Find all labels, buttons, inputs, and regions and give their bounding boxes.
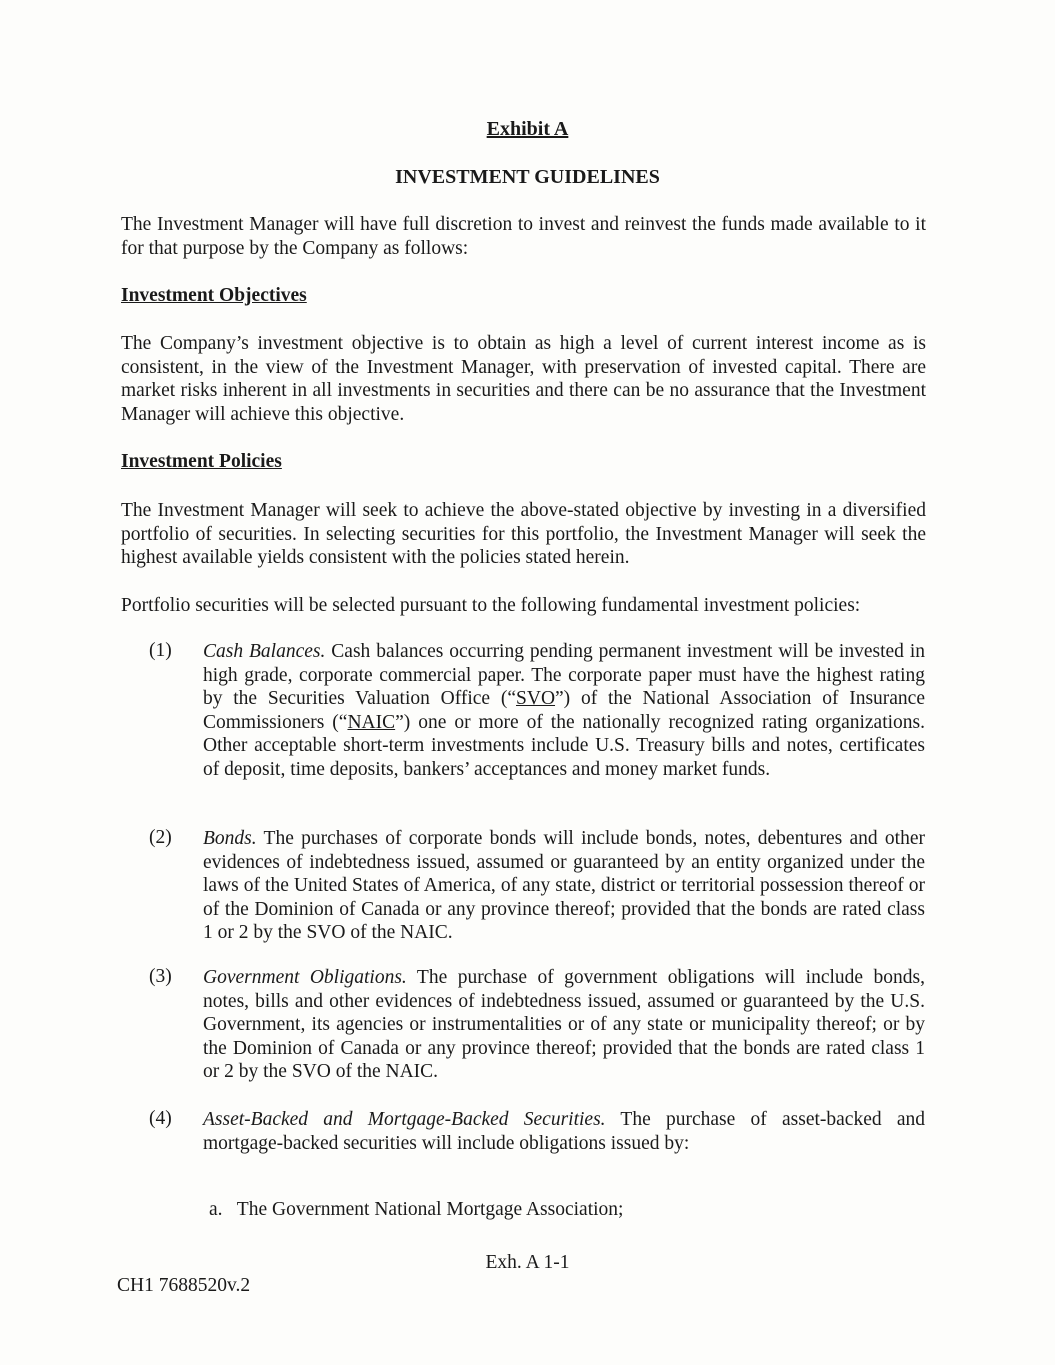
abbr-svo: SVO <box>516 688 556 709</box>
item-text: The purchase of asset-backed and mortgage-backed securities will include obligations issued by: <box>203 1109 926 1154</box>
item-number: (3) <box>149 966 172 987</box>
item-text: ”) of the National Association of Insurance Commissioners (“ <box>203 688 925 733</box>
policies-heading: Investment Policies <box>121 451 282 472</box>
list-item-bonds <box>203 827 925 945</box>
document-id: CH1 7688520v.2 <box>117 1275 251 1296</box>
item-text: ”) one or more of the nationally recognized rating organizations. Other acceptable short-term investments include U.S. Treasury bills and notes, certificates of deposit, time deposits, bankers’ acceptances and money market funds. <box>203 711 925 780</box>
list-item-government-obligations <box>203 966 925 1084</box>
page-title: INVESTMENT GUIDELINES <box>395 166 660 188</box>
policies-lead-in: Portfolio securities will be selected pursuant to the following fundamental investment policies: <box>121 595 861 616</box>
item-text: The purchases of corporate bonds will include bonds, notes, debentures and other evidences of indebtedness issued, assumed or guaranteed by an entity organized under the laws of the United States of America, of any state, district or territorial possession thereof or of the Dominion of Canada or any province thereof; provided that the bonds are rated class 1 or 2 by the SVO of the NAIC. <box>203 828 925 943</box>
objectives-heading: Investment Objectives <box>121 285 307 306</box>
item-number: (4) <box>149 1108 172 1129</box>
item-text: The purchase of government obligations will include bonds, notes, bills and other evidences of indebtedness issued, assumed or guaranteed by the U.S. Government, its agencies or instrumentalities or of any state or municipality thereof; or by the Dominion of Canada or any province thereof; provided that the bonds are rated class 1 or 2 by the SVO of the NAIC. <box>203 967 925 1082</box>
page-number: Exh. A 1-1 <box>485 1252 570 1273</box>
list-item-cash-balances <box>203 640 925 781</box>
item-text: Cash balances occurring pending permanent investment will be invested in high grade, corporate commercial paper. The corporate paper must have the highest rating by the Securities Valuation Office (“ <box>203 641 925 709</box>
abbr-naic: NAIC <box>347 711 396 733</box>
exhibit-label: Exhibit A <box>486 118 569 140</box>
item-lead: Bonds. <box>203 828 257 849</box>
item-lead: Cash Balances. <box>203 641 326 662</box>
item-lead: Government Obligations. <box>203 967 407 988</box>
intro-paragraph: The Investment Manager will have full discretion to invest and reinvest the funds made available to it for that purpose by the Company as follows: <box>121 214 926 259</box>
item-lead: Asset-Backed and Mortgage-Backed Securities. <box>203 1109 606 1130</box>
sub-item-a: a. The Government National Mortgage Association; <box>209 1199 624 1220</box>
item-number: (1) <box>149 640 172 661</box>
objectives-paragraph: The Company’s investment objective is to obtain as high a level of current interest income as is consistent, in the view of the Investment Manager, with preservation of invested capital. There are market risks inherent in all investments in securities and there can be no assurance that the Investment Manager will achieve this objective. <box>121 333 926 425</box>
policies-paragraph: The Investment Manager will seek to achieve the above-stated objective by investing in a diversified portfolio of securities. In selecting securities for this portfolio, the Investment Manager will seek the highest available yields consistent with the policies stated herein. <box>121 500 926 568</box>
list-item-asset-backed <box>203 1108 925 1155</box>
item-number: (2) <box>149 827 172 848</box>
